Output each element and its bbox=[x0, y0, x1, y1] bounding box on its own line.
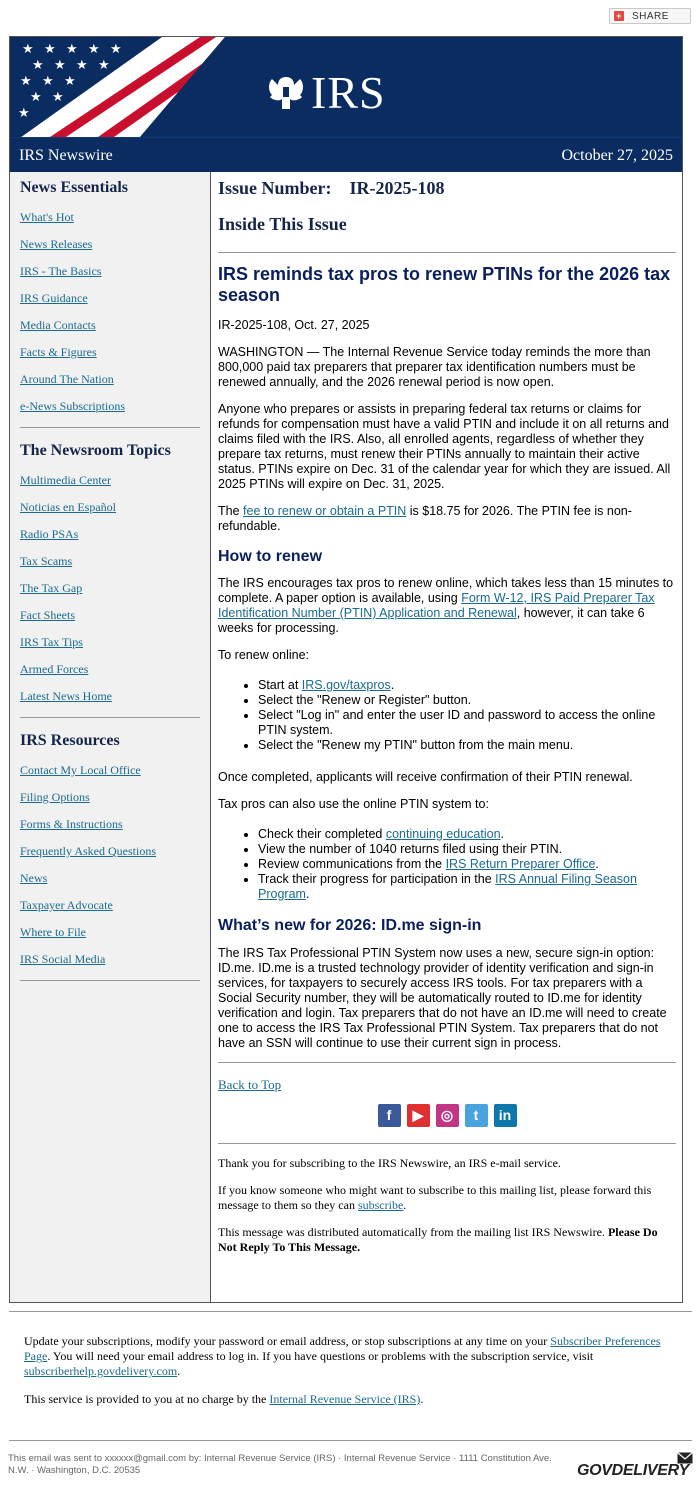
paragraph: To renew online: bbox=[218, 648, 310, 662]
continuing-education-link[interactable]: continuing education bbox=[385, 827, 501, 841]
sidebar-section-irs-resources bbox=[10, 732, 210, 981]
footer-distribution bbox=[218, 1225, 676, 1255]
sidebar-link-media-contacts[interactable]: Media Contacts bbox=[20, 318, 96, 332]
social-icons bbox=[218, 1104, 676, 1127]
sidebar-heading: IRS Resources bbox=[20, 732, 120, 749]
issue-label: Issue Number: bbox=[218, 178, 332, 198]
issue-date: October 27, 2025 bbox=[561, 147, 673, 164]
email-sent-info: This email was sent to xxxxxx@gmail.com by: Internal Revenue Service (IRS) · Internal Revenue Service · 1111 Constitution Ave. N.W. · Washington, D.C. 20535 bbox=[8, 1453, 552, 1476]
list-item: • View the number of 1040 returns filed using their PTIN. bbox=[258, 842, 676, 857]
text: . bbox=[595, 857, 599, 871]
divider bbox=[9, 1311, 692, 1312]
irs-logo bbox=[264, 67, 386, 118]
instagram-icon[interactable]: ◎ bbox=[436, 1104, 459, 1127]
svg-text:★: ★ bbox=[20, 74, 32, 89]
divider bbox=[218, 1143, 676, 1144]
govdelivery-logo bbox=[577, 1452, 693, 1480]
sidebar-item bbox=[20, 344, 200, 371]
sidebar-item bbox=[20, 499, 200, 526]
sidebar-link-whats-hot[interactable]: What's Hot bbox=[20, 210, 74, 224]
svg-text:★: ★ bbox=[64, 74, 76, 89]
sidebar-item bbox=[20, 688, 200, 715]
sidebar-link-local-office[interactable]: Contact My Local Office bbox=[20, 763, 141, 777]
divider bbox=[218, 1062, 676, 1063]
sidebar-link-social-media[interactable]: IRS Social Media bbox=[20, 952, 106, 966]
subscription-paragraph bbox=[24, 1334, 674, 1379]
service-paragraph bbox=[24, 1392, 674, 1407]
sidebar-link-multimedia-center[interactable]: Multimedia Center bbox=[20, 473, 111, 487]
sidebar-item bbox=[20, 209, 200, 236]
sidebar-link-tax-scams[interactable]: Tax Scams bbox=[20, 554, 73, 568]
svg-text:★: ★ bbox=[30, 90, 42, 105]
list-item bbox=[258, 857, 676, 872]
sidebar-heading: News Essentials bbox=[20, 179, 129, 196]
sidebar-link-tax-gap[interactable]: The Tax Gap bbox=[20, 581, 83, 595]
sidebar-item bbox=[20, 951, 200, 978]
sidebar-item bbox=[20, 398, 200, 425]
share-button[interactable] bbox=[609, 8, 691, 24]
svg-text:★: ★ bbox=[54, 58, 66, 73]
sidebar-link-where-to-file[interactable]: Where to File bbox=[20, 925, 86, 939]
svg-text:★: ★ bbox=[42, 74, 54, 89]
sidebar-link-irs-basics[interactable]: IRS - The Basics bbox=[20, 264, 102, 278]
renew-steps-list bbox=[218, 678, 676, 753]
subscription-info bbox=[24, 1334, 674, 1407]
text: . You will need your email address to log in. If you have questions or problems with the subscription service, visit bbox=[47, 1349, 594, 1363]
text: Review communications from the bbox=[258, 857, 446, 871]
govdelivery-wordmark: GOVDELIVERY bbox=[577, 1462, 689, 1479]
text: . bbox=[403, 1198, 407, 1212]
text: . bbox=[500, 827, 505, 841]
paragraph: Anyone who prepares or assists in preparing federal tax returns or claims for refunds for compensation must have a valid PTIN and include it on all returns and claims filed with the IRS. Also, all enrolled agents, regardless of whether they prepare tax returns, must renew their PTINs annually to maintain their active status. PTINs expire on Dec. 31 of the calendar year for which they are issued. All 2025 PTINs will expire on Dec. 31, 2025. bbox=[218, 402, 671, 491]
text: Track their progress for participation in the bbox=[258, 872, 496, 886]
sidebar-link-radio-psas[interactable]: Radio PSAs bbox=[20, 527, 79, 541]
sidebar-link-irs-guidance[interactable]: IRS Guidance bbox=[20, 291, 88, 305]
form-w12-link[interactable]: Form W-12, IRS Paid Preparer Tax Identification Number (PTIN) Application and Renewal bbox=[218, 591, 655, 620]
article-headline: IRS reminds tax pros to renew PTINs for the 2026 tax season bbox=[218, 264, 671, 305]
text: Check their completed bbox=[258, 827, 386, 841]
footer-forward bbox=[218, 1183, 676, 1213]
sidebar-item bbox=[20, 526, 200, 553]
subscribe-link[interactable]: subscribe bbox=[357, 1198, 404, 1212]
svg-text:★: ★ bbox=[22, 42, 34, 57]
svg-text:★: ★ bbox=[52, 90, 64, 105]
inside-this-issue: Inside This Issue bbox=[218, 214, 347, 234]
facebook-icon[interactable]: f bbox=[378, 1104, 401, 1127]
paragraph bbox=[218, 576, 676, 636]
sidebar-heading: The Newsroom Topics bbox=[20, 442, 171, 459]
sidebar-item bbox=[20, 924, 200, 951]
subscriber-help-link[interactable]: subscriberhelp.govdelivery.com bbox=[24, 1364, 178, 1378]
sidebar-link-facts-figures[interactable]: Facts & Figures bbox=[20, 345, 97, 359]
sidebar-link-latest-news[interactable]: Latest News Home bbox=[20, 689, 112, 703]
svg-text:★: ★ bbox=[98, 58, 110, 73]
svg-text:★: ★ bbox=[76, 58, 88, 73]
sidebar-section-newsroom-topics bbox=[10, 442, 210, 718]
sidebar-divider bbox=[20, 427, 200, 428]
paragraph: Tax pros can also use the online PTIN system to: bbox=[218, 797, 489, 811]
irs-wordmark: IRS bbox=[311, 67, 386, 118]
sidebar-link-armed-forces[interactable]: Armed Forces bbox=[20, 662, 89, 676]
sidebar-item bbox=[20, 553, 200, 580]
sidebar-item bbox=[20, 634, 200, 661]
sidebar-item bbox=[20, 472, 200, 499]
footer-thanks: Thank you for subscribing to the IRS Newswire, an IRS e-mail service. bbox=[218, 1156, 561, 1170]
youtube-icon[interactable]: ▶ bbox=[407, 1104, 430, 1127]
newswire-title: IRS Newswire bbox=[19, 147, 113, 164]
header-banner bbox=[10, 37, 682, 137]
taxpros-link[interactable]: IRS.gov/taxpros bbox=[301, 678, 391, 692]
newsletter-frame bbox=[9, 36, 683, 1303]
text: . bbox=[305, 887, 310, 901]
text: is $18.75 for 2026. The PTIN fee is non-refundable. bbox=[218, 504, 632, 533]
sidebar-divider bbox=[20, 980, 200, 981]
issue-number bbox=[218, 178, 676, 198]
sidebar-link-faq[interactable]: Frequently Asked Questions bbox=[20, 844, 156, 858]
back-to-top-link[interactable]: Back to Top bbox=[218, 1077, 282, 1092]
paragraph: Once completed, applicants will receive confirmation of their PTIN renewal. bbox=[218, 770, 633, 784]
dateline: IR-2025-108, Oct. 27, 2025 bbox=[218, 318, 370, 332]
text: . bbox=[390, 678, 395, 692]
text: This service is provided to you at no charge by the bbox=[24, 1392, 270, 1406]
paragraph: WASHINGTON — The Internal Revenue Service today reminds the more than 800,000 paid tax preparers that preparer tax identification numbers must be renewed annually, and the 2026 renewal period is now open. bbox=[218, 345, 651, 389]
list-item: • Select the "Renew my PTIN" button from the main menu. bbox=[258, 738, 676, 753]
title-bar bbox=[10, 137, 682, 172]
sidebar-item bbox=[20, 317, 200, 344]
text: If you know someone who might want to subscribe to this mailing list, please forward this message to them so they can bbox=[218, 1183, 652, 1212]
sidebar-item bbox=[20, 290, 200, 317]
list-item: • Select the "Renew or Register" button. bbox=[258, 693, 676, 708]
twitter-icon[interactable]: t bbox=[465, 1104, 488, 1127]
plus-icon: + bbox=[614, 11, 624, 21]
subscriber-preferences-link[interactable]: Subscriber Preferences Page bbox=[24, 1334, 661, 1363]
sidebar-divider bbox=[20, 717, 200, 718]
issue-number-value: IR-2025-108 bbox=[349, 178, 445, 198]
divider bbox=[9, 1440, 692, 1441]
linkedin-icon[interactable]: in bbox=[494, 1104, 517, 1127]
sidebar-item bbox=[20, 897, 200, 924]
svg-text:★: ★ bbox=[110, 42, 122, 57]
back-to-top bbox=[218, 1077, 676, 1092]
irs-link[interactable]: Internal Revenue Service (IRS) bbox=[269, 1392, 421, 1406]
list-item: • Select "Log in" and enter the user ID and password to access the online PTIN system. bbox=[258, 708, 676, 738]
sidebar-link-tax-tips[interactable]: IRS Tax Tips bbox=[20, 635, 83, 649]
sidebar-item bbox=[20, 661, 200, 688]
text: Update your subscriptions, modify your password or email address, or stop subscriptions at any time on your bbox=[24, 1334, 551, 1348]
sidebar-link-around-nation[interactable]: Around The Nation bbox=[20, 372, 114, 386]
sidebar-item bbox=[20, 607, 200, 634]
list-item bbox=[258, 872, 676, 902]
sidebar-item bbox=[20, 762, 200, 789]
sidebar-link-taxpayer-advocate[interactable]: Taxpayer Advocate bbox=[20, 898, 113, 912]
paragraph bbox=[218, 504, 676, 534]
eagle-icon bbox=[264, 73, 308, 113]
sidebar-item bbox=[20, 580, 200, 607]
list-item bbox=[258, 827, 676, 842]
text: , however, it can take 6 weeks for processing. bbox=[218, 606, 645, 635]
sidebar-item bbox=[20, 371, 200, 398]
section-heading-how-to-renew: How to renew bbox=[218, 548, 323, 565]
return-preparer-office-link[interactable]: IRS Return Preparer Office bbox=[445, 857, 596, 871]
sidebar-item bbox=[20, 870, 200, 897]
main-content bbox=[212, 172, 682, 1302]
svg-text:★: ★ bbox=[66, 42, 78, 57]
sidebar-item bbox=[20, 843, 200, 870]
filing-season-program-link[interactable]: IRS Annual Filing Season Program bbox=[258, 872, 637, 901]
ptin-fee-link[interactable]: fee to renew or obtain a PTIN bbox=[243, 504, 407, 518]
section-heading-whats-new: What’s new for 2026: ID.me sign-in bbox=[218, 917, 482, 934]
sidebar-item bbox=[20, 789, 200, 816]
share-label: SHARE bbox=[632, 10, 669, 22]
svg-text:★: ★ bbox=[44, 42, 56, 57]
ptin-uses-list bbox=[218, 827, 676, 902]
sidebar-link-noticias[interactable]: Noticias en Español bbox=[20, 500, 116, 514]
sidebar-link-forms-instructions[interactable]: Forms & Instructions bbox=[20, 817, 123, 831]
svg-text:★: ★ bbox=[88, 42, 100, 57]
sidebar-link-enews-subscriptions[interactable]: e-News Subscriptions bbox=[20, 399, 125, 413]
sidebar-section-news-essentials bbox=[10, 179, 210, 428]
sidebar-link-fact-sheets[interactable]: Fact Sheets bbox=[20, 608, 75, 622]
text: The bbox=[218, 504, 244, 518]
text: This message was distributed automatically from the mailing list IRS Newswire. bbox=[218, 1225, 608, 1239]
do-not-reply-notice: Please Do Not Reply To This Message. bbox=[218, 1225, 658, 1254]
paragraph: The IRS Tax Professional PTIN System now uses a new, secure sign-in option: ID.me. ID.me is a trusted technology provider of identity verification and sign-in services, for taxpayers to securely access IRS tools. For tax preparers with a Social Security number, they will be automatically routed to ID.me for identity verification and login. Tax preparers that do not have an ID.me will need to create one to access the IRS Tax Professional PTIN System. Tax preparers that do not have an SSN will continue to use their current sign in process. bbox=[218, 946, 667, 1050]
svg-text:★: ★ bbox=[32, 58, 44, 73]
svg-text:★: ★ bbox=[18, 106, 30, 121]
sidebar-item bbox=[20, 263, 200, 290]
sidebar-link-news[interactable]: News bbox=[20, 871, 48, 885]
sidebar-link-filing-options[interactable]: Filing Options bbox=[20, 790, 90, 804]
sidebar-item bbox=[20, 816, 200, 843]
list-item bbox=[258, 678, 676, 693]
text: The IRS encourages tax pros to renew online, which takes less than 15 minutes to complete. A paper option is available, using bbox=[218, 576, 674, 605]
sidebar-link-news-releases[interactable]: News Releases bbox=[20, 237, 93, 251]
text: Start at bbox=[258, 678, 302, 692]
sidebar bbox=[10, 172, 211, 1302]
divider bbox=[218, 252, 676, 253]
sidebar-item bbox=[20, 236, 200, 263]
text: . bbox=[420, 1392, 424, 1406]
text: . bbox=[177, 1364, 181, 1378]
